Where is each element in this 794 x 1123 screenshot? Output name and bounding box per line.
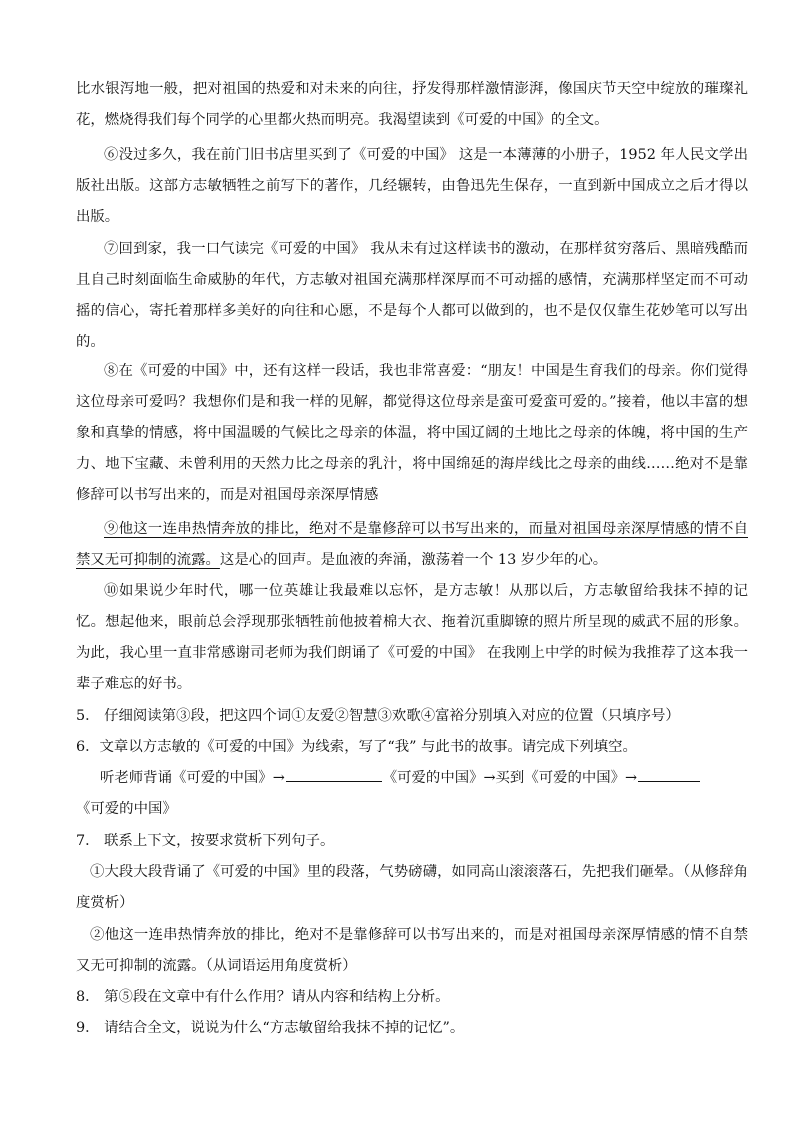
question-6: 6．文章以方志敏的《可爱的中国》为线索，写了“我” 与此书的故事。请完成下列填空。: [76, 739, 637, 755]
question-6-fill-c: 《可爱的中国》: [76, 801, 177, 817]
question-7-item-1: ①大段大段背诵了《可爱的中国》里的段落，气势磅礴，如同高山滚滚落石，先把我们砸晕。（从修辞角度赏析）: [76, 864, 748, 911]
question-8: 8． 第⑤段在文章中有什么作用？请从内容和结构上分析。: [76, 989, 450, 1005]
question-6-fill-b: 《可爱的中国》→买到《可爱的中国》→: [382, 770, 638, 786]
paragraph-9-underlined-sentence: ⑨他这一连串热情奔放的排比，绝对不是靠修辞可以书写出来的，而量对祖国母亲深厚情感的情不自禁又无可抑制的流露。: [76, 521, 748, 568]
paragraph-6: ⑥没过多久，我在前门旧书店里买到了《可爱的中国》 这是一本薄薄的小册子，1952 年人民文学出版社出版。这部方志敏牺牲之前写下的著作，几经辗转，由鲁迅先生保存，一直到新中国成立之后才得以出版。: [76, 147, 748, 225]
paragraph-8: [76, 356, 748, 511]
fill-blank-2[interactable]: [638, 767, 700, 782]
fill-blank-1[interactable]: [286, 767, 382, 782]
paragraph-9-rest: 这是心的回声。是血液的奔涌，激荡着一个 13 岁少年的心。: [219, 552, 608, 568]
paragraph-7: ⑦回到家，我一口气读完《可爱的中国》 我从未有过这样读书的激动，在那样贫穷落后、黑暗残酷而且自己时刻面临生命威胁的年代，方志敏对祖国充满那样深厚而不可动摇的感情，充满那样坚定而不可动摇的信心，寄托着那样多美好的向往和心愿，不是每个人都可以做到的，也不是仅仅靠生花妙笔可以写出的。: [76, 241, 748, 350]
question-6-fill-a: 听老师背诵《可爱的中国》→: [100, 770, 285, 786]
question-9: 9． 请结合全文，说说为什么“方志敏留给我抹不掉的记忆”。: [76, 1020, 465, 1036]
question-5: 5． 仔细阅读第③段，把这四个词①友爱②智慧③欢歌④富裕分别填入对应的位置（只填序号）: [76, 708, 680, 724]
question-6-fill-line: [76, 763, 748, 825]
question-7-item-2: ②他这一连串热情奔放的排比，绝对不是靠修辞可以书写出来的，而是对祖国母亲深厚情感的情不自禁又无可抑制的流露。（从词语运用角度赏析）: [76, 927, 748, 974]
question-7: 7． 联系上下文，按要求赏析下列句子。: [76, 833, 335, 849]
paragraph-continued: 比水银泻地一般，把对祖国的热爱和对未来的向往，抒发得那样激情澎湃，像国庆节天空中绽放的璀璨礼花，燃烧得我们每个同学的心里都火热而明亮。我渴望读到《可爱的中国》的全文。: [76, 81, 748, 128]
paragraph-9: [76, 514, 748, 576]
paragraph-10: ⑩如果说少年时代，哪一位英雄让我最难以忘怀，是方志敏！从那以后，方志敏留给我抹不掉的记忆。想起他来，眼前总会浮现那张牺牲前他披着棉大衣、拖着沉重脚镣的照片所呈现的威武不屈的形象。为此，我心里一直非常感谢司老师为我们朗诵了《可爱的中国》 在我刚上中学的时候为我推荐了这本我一辈子难忘的好书。: [76, 583, 748, 692]
paragraph-8-text: ⑧在《可爱的中国》中，还有这样一段话，我也非常喜爱：“朋友！中国是生育我们的母亲。你们觉得这位母亲可爱吗？我想你们是和我一样的见解，都觉得这位母亲是蛮可爱蛮可爱的。”接着，他以丰富的想象和真挚的情感，将中国温暖的气候比之母亲的体温，将中国辽阔的土地比之母亲的体魄，将中国的生产力、地下宝藏、未曾利用的天然力比之母亲的乳汁，将中国绵延的海岸线比之母亲的曲线……绝对不是靠修辞可以书写出来的，而是对祖国母亲深厚情感: [76, 363, 748, 503]
